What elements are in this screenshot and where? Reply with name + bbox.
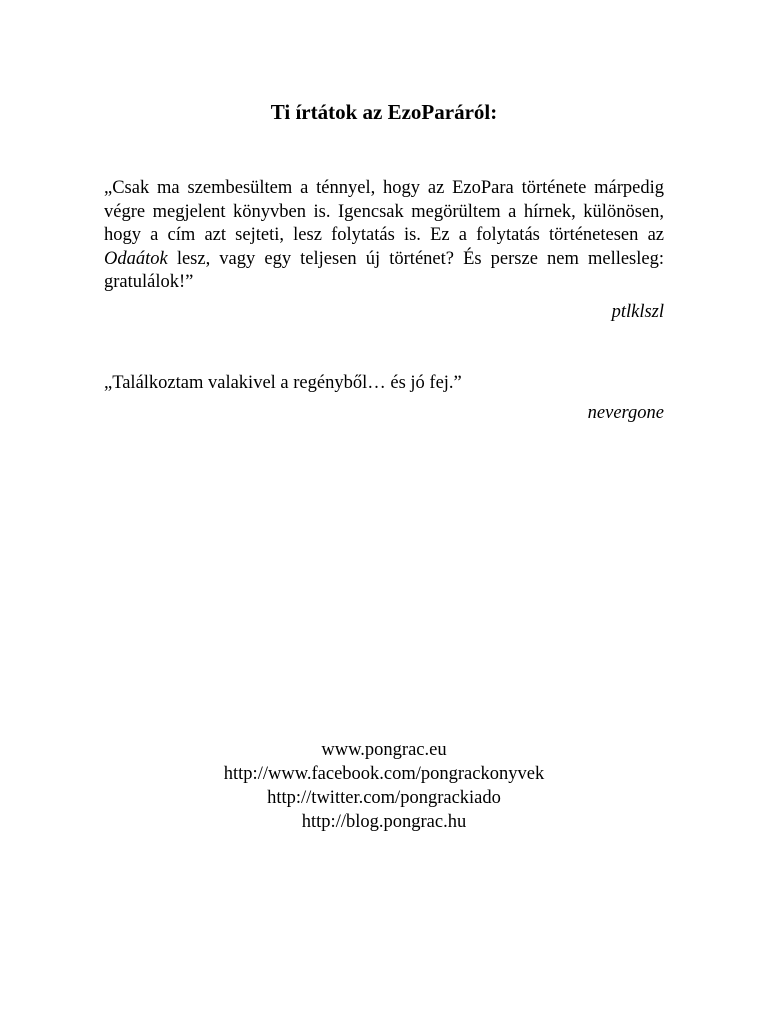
quote-author: nevergone	[587, 402, 664, 423]
link-twitter[interactable]: http://twitter.com/pongrackiado	[267, 788, 501, 808]
quote-text-part: lesz, vagy egy teljesen új történet? És persze nem mellesleg: gratulálok!”	[104, 248, 664, 292]
link-blog[interactable]: http://blog.pongrac.hu	[301, 812, 467, 832]
quote-text: „Találkoztam valakivel a regényből… és jó fej.”	[104, 373, 462, 393]
quote-emphasis: Odaátok	[104, 248, 168, 269]
quote-block	[104, 177, 664, 324]
quote-block	[104, 372, 664, 425]
quote-author: ptlklszl	[611, 301, 664, 322]
link-facebook[interactable]: http://www.facebook.com/pongrackonyvek	[223, 764, 545, 784]
quote-text-part: „Csak ma szembesültem a ténnyel, hogy az EzoPara története márpedig végre megjelent könyvben is. Igencsak megörültem a hírnek, különösen, hogy a cím azt sejteti, lesz folytatás is. Ez a folytatás történetesen az	[104, 178, 664, 245]
page-title: Ti írtátok az EzoParáról:	[270, 100, 498, 124]
link-website[interactable]: www.pongrac.eu	[321, 740, 447, 760]
links-list	[104, 738, 664, 834]
quote-text	[104, 177, 664, 295]
